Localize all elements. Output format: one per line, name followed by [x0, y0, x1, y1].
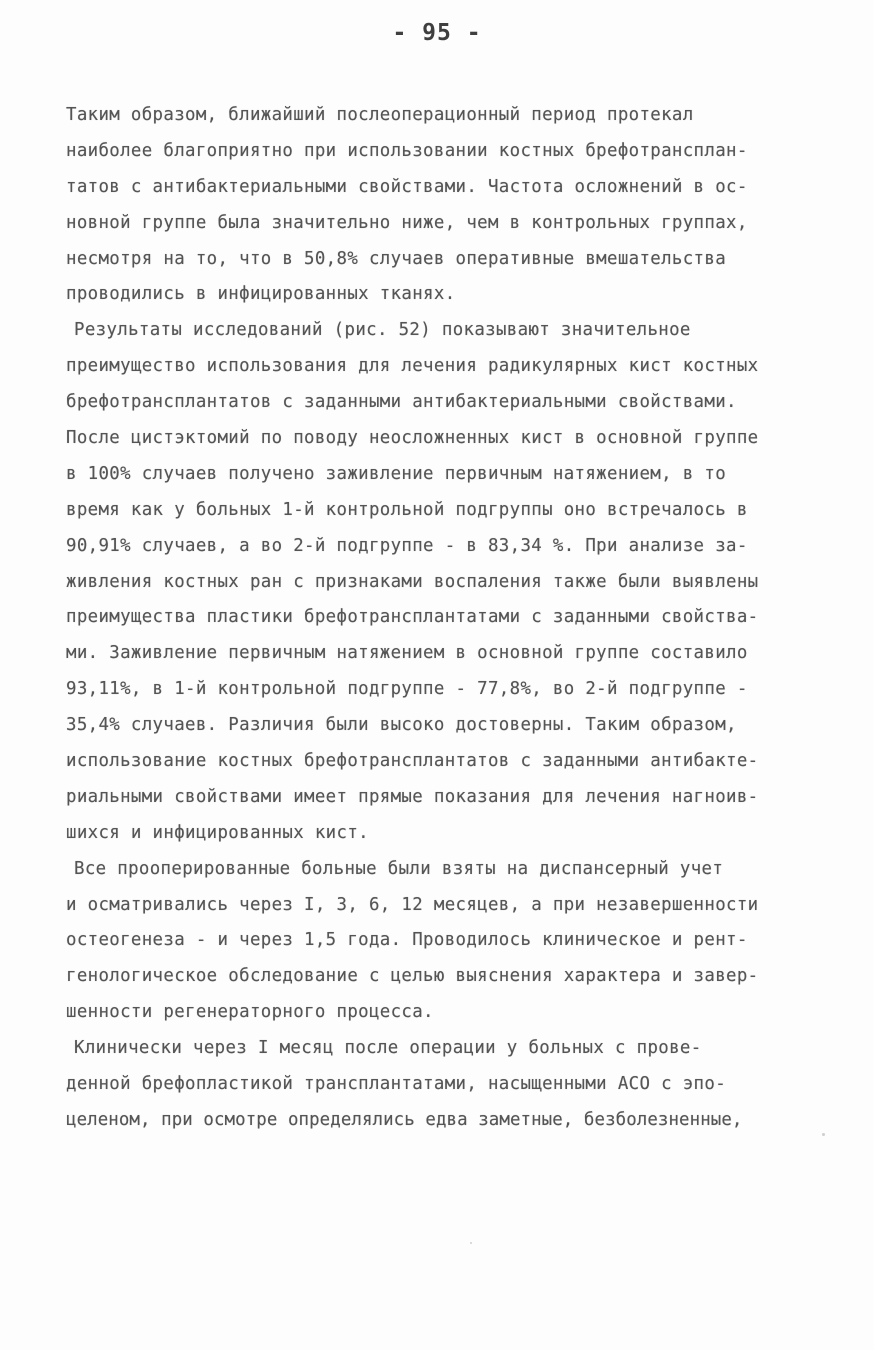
text-line: ми. Заживление первичным натяжением в основной группе составило	[66, 643, 748, 664]
text-line: проводились в инфицированных тканях.	[66, 284, 456, 305]
text-line: брефотрансплантатов с заданными антибактериальными свойствами.	[66, 392, 737, 413]
paragraph-4	[66, 1031, 846, 1139]
text-line: 93,11%, в 1-й контрольной подгруппе - 77,8%, во 2-й подгруппе -	[66, 679, 748, 700]
text-line: время как у больных 1-й контрольной подгруппы оно встречалось в	[66, 499, 748, 520]
paragraph-2	[66, 313, 846, 851]
text-line: 90,91% случаев, а во 2-й подгруппе - в 83,34 %. При анализе за-	[66, 535, 748, 556]
paragraph-3	[66, 852, 846, 1031]
text-line: Таким образом, ближайший послеоперационный период протекал	[66, 105, 694, 125]
text-line: остеогенеза - и через 1,5 года. Проводилось клиническое и рент-	[66, 930, 748, 951]
text-line: Клинически через I месяц после операции у больных с прове-	[74, 1038, 702, 1059]
body-text	[66, 98, 846, 1139]
text-line: генологическое обследование с целью выяснения характера и завер-	[66, 966, 759, 987]
scan-speck	[470, 1242, 472, 1244]
text-line: живления костных ран с признаками воспаления также были выявлены	[66, 571, 759, 592]
text-line: новной группе была значительно ниже, чем в контрольных группах,	[66, 212, 748, 233]
text-line: несмотря на то, что в 50,8% случаев оперативные вмешательства	[66, 248, 727, 269]
text-line: в 100% случаев получено заживление первичным натяжением, в то	[66, 463, 727, 484]
text-line: татов с антибактериальными свойствами. Частота осложнений в ос-	[66, 176, 748, 197]
text-line: 35,4% случаев. Различия были высоко достоверны. Таким образом,	[66, 715, 737, 736]
paragraph-1	[66, 98, 846, 313]
page-number: - 95 -	[392, 20, 482, 46]
text-line: наиболее благоприятно при использовании костных брефотрансплан-	[66, 140, 748, 161]
text-line: шихся и инфицированных кист.	[66, 822, 369, 843]
text-line: целеном, при осмотре определялись едва заметные, безболезненные,	[66, 1109, 743, 1130]
text-line: преимущество использования для лечения радикулярных кист костных	[66, 356, 759, 377]
scan-speck	[822, 1133, 825, 1136]
text-line: риальными свойствами имеет прямые показания для лечения нагноив-	[66, 786, 759, 807]
text-line: После цистэктомий по поводу неосложненных кист в основной группе	[66, 428, 759, 449]
text-line: денной брефопластикой трансплантатами, насыщенными АСО с эпо-	[66, 1074, 727, 1095]
text-line: Результаты исследований (рис. 52) показывают значительное	[74, 320, 691, 341]
text-line: шенности регенераторного процесса.	[66, 1002, 434, 1023]
text-line: и осматривались через I, 3, 6, 12 месяцев, а при незавершенности	[66, 894, 759, 915]
text-line: использование костных брефотрансплантатов с заданными антибакте-	[66, 751, 759, 772]
text-line: преимущества пластики брефотрансплантатами с заданными свойства-	[66, 607, 759, 628]
text-line: Все прооперированные больные были взяты на диспансерный учет	[74, 858, 724, 879]
